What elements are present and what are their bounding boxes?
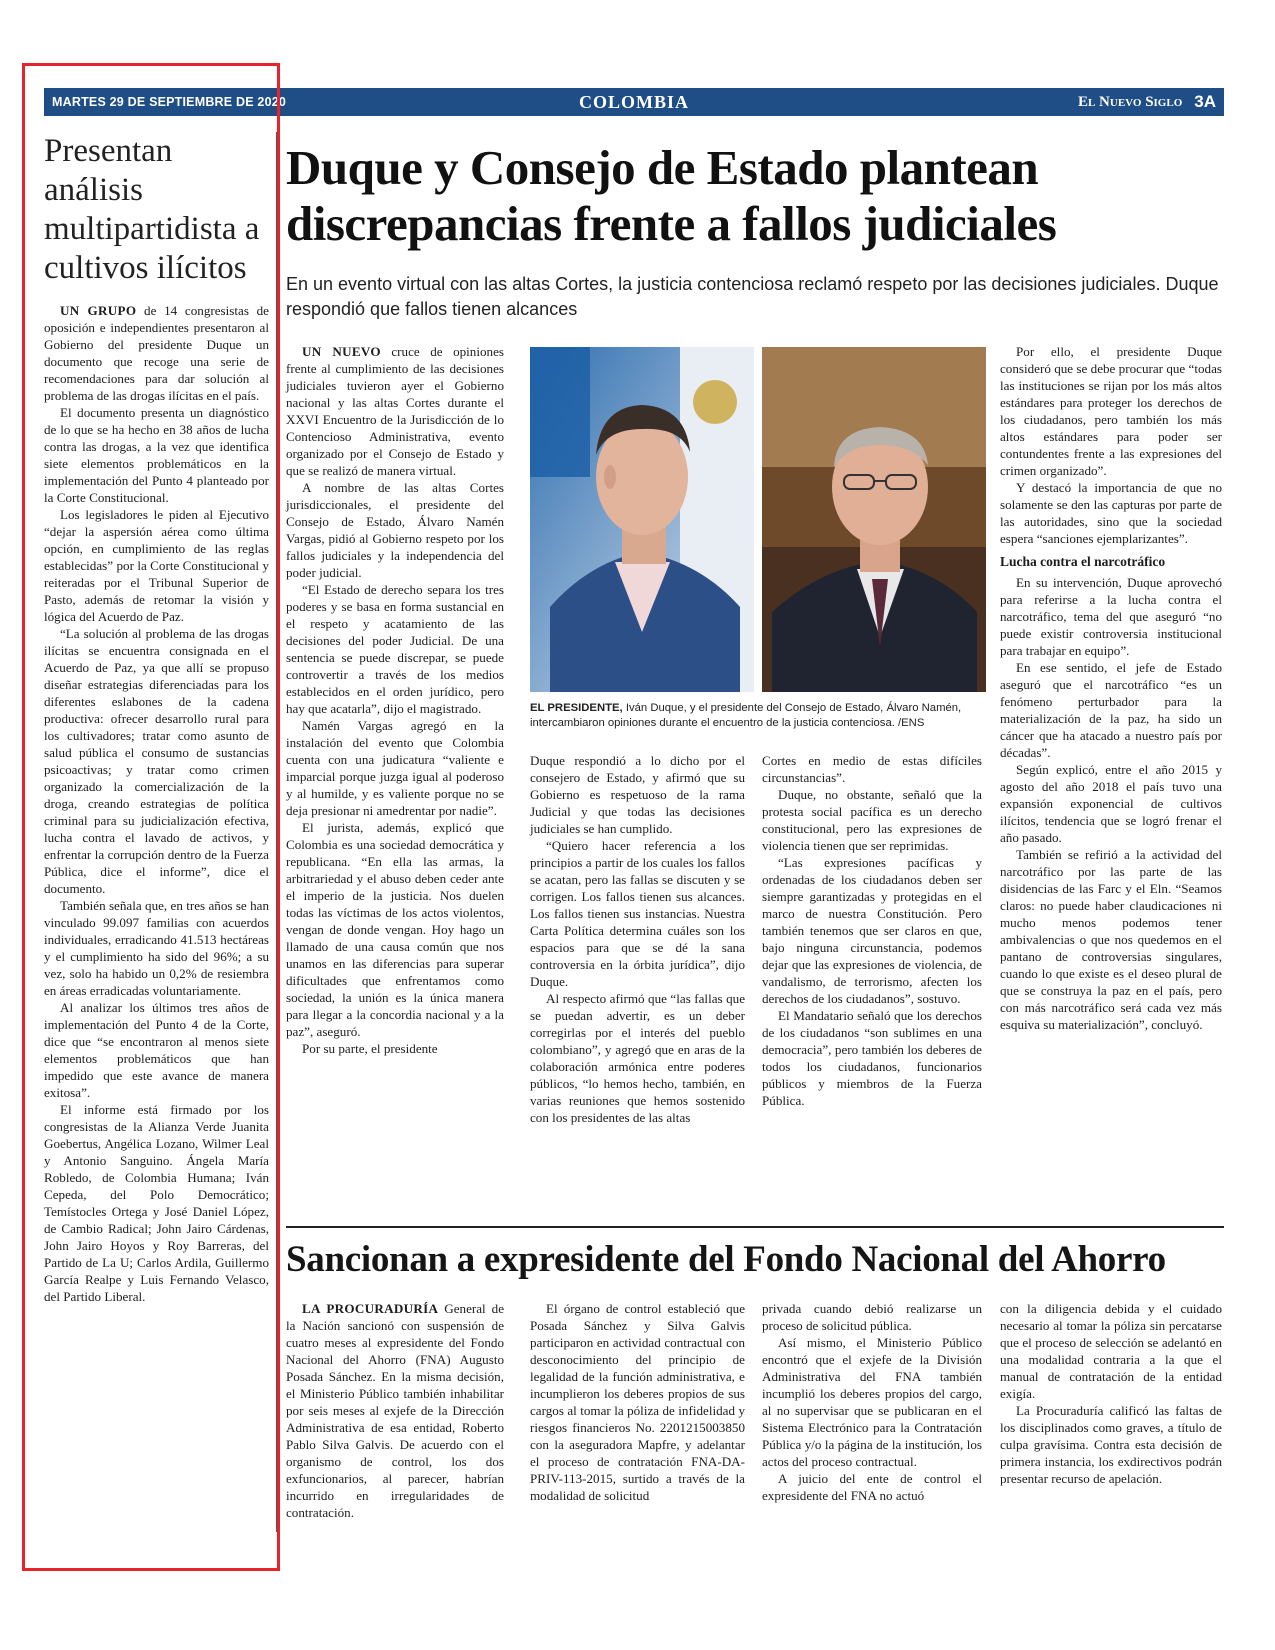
paragraph: “Quiero hacer referencia a los principios a partir de los cuales los fallos se acatan, pero las fallas se discuten y se corrigen. Los fallos tienen sus alcances. Los fallos tienen sus instancias. Nuestra Carta Política determina cuáles son los espacios para que se dé la sana controversia en la órbita jurídica”, dijo Duque.	[530, 838, 745, 989]
sidebar-paragraph: También señala que, en tres años se han vinculado 99.097 familias con acuerdos individuales, erradicando 41.513 hectáreas y el cumplimiento ha sido del 96%; a su vez, solo ha habido un 0,2% de resiembra en áreas erradicadas voluntariamente.	[44, 898, 269, 998]
caption-text: Iván Duque, y el presidente del Consejo de Estado, Álvaro Namén, intercambiaron opiniones durante el encuentro de la justicia contenciosa. /ENS	[530, 702, 962, 729]
paragraph: Por su parte, el presidente	[302, 1041, 438, 1056]
main-column-1	[286, 343, 504, 1057]
photo-namen	[762, 347, 986, 692]
second-headline: Sancionan a expresidente del Fondo Nacional del Ahorro	[286, 1239, 1166, 1280]
sidebar-paragraph: El informe está firmado por los congresistas de la Alianza Verde Juanita Goebertus, Angélica Lozano, Wilmer Leal y Antonio Sanguino. Ángela María Robledo, de Colombia Humana; Iván Cepeda, del Polo Democrático; Temístocles Ortega y José Daniel López, de Cambio Radical; John Jairo Cárdenas, John Jairo Hoyos y Roy Barreras, del Partido de La U; Carlos Ardila, Guillermo García Realpe y Luis Fernando Velasco, del Partido Liberal.	[44, 1102, 269, 1304]
sidebar-paragraph: Al analizar los últimos tres años de implementación del Punto 4 de la Corte, dice que “se encontraron al menos siete elementos problemáticos que han impedido que este avance de manera exitosa”.	[44, 1000, 269, 1100]
photo-duque	[530, 347, 754, 692]
sidebar-body	[44, 302, 269, 1305]
paragraph: con la diligencia debida y el cuidado necesario al tomar la póliza sin percatarse que el proceso de selección se adelantó en una modalidad contraria a la que el manual de contratación de la entidad exigía.	[1000, 1301, 1222, 1401]
main-column-2	[530, 752, 745, 1126]
sidebar-title: Presentan análisis multipartidista a cultivos ilícitos	[44, 133, 260, 286]
sidebar-paragraph: Los legisladores le piden al Ejecutivo “dejar la aspersión aérea como última opción, en cumplimiento de las reglas establecidas” por la Corte Constitucional y reiteradas por el Tribunal Superior de Pasto, además de retomar la visión y lógica del Acuerdo de Paz.	[44, 507, 269, 624]
paragraph: Namén Vargas agregó en la instalación del evento que Colombia cuenta con una judicatura “valiente e imparcial porque juzga igual al poderoso y al humilde, y es valiente porque no se deja presionar ni amedrentar por nadie”.	[286, 718, 504, 818]
paragraph: cruce de opiniones frente al cumplimiento de las decisiones judiciales tuvieron ayer el Gobierno nacional y las altas Cortes durante el XXVI Encuentro de la Jurisdicción de lo Contencioso Administrativa, evento organizado por el Consejo de Estado y que se realizó de manera virtual.	[286, 344, 504, 478]
column-divider	[276, 132, 277, 1532]
main-column-4	[1000, 343, 1222, 1033]
second-column-1	[286, 1300, 504, 1521]
paragraph: A nombre de las altas Cortes jurisdiccionales, el presidente del Consejo de Estado, Álvaro Namén Vargas, pidió al Gobierno respeto por los fallos judiciales y la independencia del poder judicial.	[286, 480, 504, 580]
main-column-3	[762, 752, 982, 1109]
main-headline: Duque y Consejo de Estado plantean discrepancias frente a fallos judiciales	[286, 140, 1057, 251]
page-number: 3A	[1194, 92, 1216, 111]
second-column-2	[530, 1300, 745, 1504]
second-lead: LA PROCURADURÍA	[302, 1301, 439, 1316]
paragraph: privada cuando debió realizarse un proceso de solicitud pública.	[762, 1301, 982, 1333]
second-column-4	[1000, 1300, 1222, 1487]
paragraph: Así mismo, el Ministerio Público encontró que el exjefe de la División Administrativa del FNA también incumplió los deberes propios del cargo, al no supervisar que se publicaran en el Sistema Electrónico para la Contratación Pública y/o la página de la institución, los actos del proceso contractual.	[762, 1335, 982, 1469]
masthead-right	[1078, 92, 1216, 112]
paragraph: El jurista, además, explicó que Colombia es una sociedad democrática y republicana. “En ella las armas, la arbitrariedad y el abuso deben ceder ante el imperio de la justicia. Nos duelen todas las víctimas de los actos violentos, vengan de donde vengan. Hoy hago un llamado de una causa común que nos unamos en las diferencias para superar dificultades que enfrentamos como sociedad, la unión es la única manera para llegar a la concordia nacional y a la paz”, aseguró.	[286, 820, 504, 1039]
paragraph: General de la Nación sancionó con suspensión de cuatro meses al expresidente del Fondo Nacional del Ahorro (FNA) Augusto Posada Sánchez. En la misma decisión, el Ministerio Público también inhabilitar por seis meses al exjefe de la Dirección Administrativa de esa entidad, Roberto Pablo Silva Galvis. De acuerdo con el organismo de control, los dos exfuncionarios, al parecer, habrían incurrido en irregularidades de contratación.	[286, 1301, 505, 1520]
paragraph: Duque, no obstante, señaló que la protesta social pacífica es un derecho constitucional, pero las expresiones de violencia tienen que ser reprimidas.	[762, 787, 982, 853]
photo-caption	[530, 701, 985, 731]
paragraph: Por ello, el presidente Duque consideró que se debe procurar que “todas las instituciones se rijan por los más altos estándares para proteger los derechos de los ciudadanos, pero también los más altos estándares para poder ser contundentes frente a las expresiones del crimen organizado”.	[1000, 344, 1222, 478]
main-subheadline: En un evento virtual con las altas Cortes, la justicia contenciosa reclamó respeto por las decisiones judiciales. Duque respondió que fallos tienen alcances	[286, 274, 1219, 319]
sidebar-paragraph: de 14 congresistas de oposición e independientes presentaron al Gobierno del presidente Duque un documento que recoge una serie de recomendaciones para dar solución al problema de las drogas ilícitas en el país.	[44, 303, 269, 403]
paragraph: Duque respondió a lo dicho por el consejero de Estado, y afirmó que su Gobierno es respetuoso de la rama Judicial y que todas las decisiones judiciales se han cumplido.	[530, 753, 745, 836]
paragraph: Y destacó la importancia de que no solamente se den las capturas por parte de las autoridades, sino que la sociedad espera “sanciones ejemplarizantes”.	[1000, 480, 1222, 546]
sidebar-paragraph: “La solución al problema de las drogas ilícitas se encuentra consignada en el Acuerdo de Paz, ya que allí se propuso diseñar estrategias diferenciadas para los diferentes eslabones de la cadena productiva: ofrecer desarrollo rural para los cultivadores; tratar como asunto de salud pública el consumo de sustancias psicoactivas; y tratar como crimen organizado la comercialización de la droga, creando estrategias de política criminal para su judicialización efectiva, lucha contra el lavado de activos, y enfrentar la corrupción dentro de la Fuerza Pública, dice el informe”, dice el documento.	[44, 626, 269, 896]
caption-lead: EL PRESIDENTE,	[530, 702, 623, 714]
section-divider	[286, 1226, 1224, 1228]
paragraph: “Las expresiones pacíficas y ordenadas de los ciudadanos deben ser siempre garantizadas y protegidas en el marco de nuestra Constitución. Pero también tenemos que ser claros en que, bajo ninguna circunstancia, podemos dejar que las expresiones de violencia, de vandalismo, de terrorismo, afecten los derechos de los ciudadanos”, sostuvo.	[762, 855, 982, 1006]
paragraph: El Mandatario señaló que los derechos de los ciudadanos “son sublimes en una democracia”, pero también los deberes de todos los ciudadanos, funcionarios públicos y miembros de la Fuerza Pública.	[762, 1008, 982, 1108]
newspaper-name: El Nuevo Siglo	[1077, 93, 1183, 110]
subhead: Lucha contra el narcotráfico	[1000, 554, 1166, 569]
sidebar-lead: UN GRUPO	[60, 303, 137, 318]
paragraph: Según explicó, entre el año 2015 y agosto del año 2018 el país tuvo una expansión exponencial de cultivos ilícitos, tendencia que se logró frenar el año pasado.	[1000, 762, 1222, 845]
paragraph: Cortes en medio de estas difíciles circunstancias”.	[762, 753, 982, 785]
paragraph: También se refirió a la actividad del narcotráfico por las parte de las disidencias de las Farc y el Eln. “Seamos claros: no puede haber claudicaciones ni mucho menos podemos tener ambivalencias o que nos quedemos en el pantano de controversias singulares, cuando lo que existe es el deseo plural de que se construya la paz en el país, pero con más narcotráfico será cada vez más esquiva su materialización”, concluyó.	[1000, 847, 1222, 1032]
section-name: COLOMBIA	[578, 91, 689, 112]
paragraph: Al respecto afirmó que “las fallas que se puedan advertir, es un deber corregirlas por el interés del pueblo colombiano”, y agregó que en aras de la colaboración armónica entre poderes públicos, “lo hemos hecho, también, en varias reuniones que hemos sostenido con los presidentes de las altas	[530, 991, 745, 1125]
paragraph: “El Estado de derecho separa los tres poderes y se basa en forma sustancial en el respeto y acatamiento de las decisiones del poder Judicial. De una sentencia se puede discrepar, se puede controvertir a través de los medios establecidos en el orden jurídico, pero hay que acatarla”, dijo el magistrado.	[286, 582, 504, 716]
paragraph: En ese sentido, el jefe de Estado aseguró que el narcotráfico “es un fenómeno perturbador para la materialización de la paz, ha sido un cáncer que ha atacado a nuestro país por décadas”.	[1000, 660, 1222, 760]
paragraph: La Procuraduría calificó las faltas de los disciplinados como graves, a título de culpa gravísima. Contra esta decisión de primera instancia, los exdirectivos podrán presentar recurso de apelación.	[1000, 1403, 1222, 1486]
sidebar-paragraph: El documento presenta un diagnóstico de lo que se ha hecho en 38 años de lucha contra las drogas, a la vez que identifica siete elementos problemáticos en la implementación del Punto 4 planteado por la Corte Constitucional.	[44, 405, 269, 505]
paragraph: El órgano de control estableció que Posada Sánchez y Silva Galvis participaron en actividad contractual con desconocimiento del principio de legalidad de la función administrativa, e incumplieron los deberes propios de sus cargos al tomar la póliza de infidelidad y riesgos financieros No. 2201215003850 con la aseguradora Mapfre, y adelantar el proceso de contratación FNA-DA-PRIV-113-2015, surtido a través de la modalidad de solicitud	[530, 1301, 745, 1503]
paragraph: A juicio del ente de control el expresidente del FNA no actuó	[762, 1471, 982, 1503]
paragraph: En su intervención, Duque aprovechó para referirse a la lucha contra el narcotráfico, tema del que aseguró “no puede existir controversia institucional para trabajar en equipo”.	[1000, 575, 1222, 658]
second-column-3	[762, 1300, 982, 1504]
sidebar-article	[44, 132, 269, 1305]
main-lead: UN NUEVO	[302, 344, 381, 359]
issue-date: MARTES 29 DE SEPTIEMBRE DE 2020	[52, 95, 287, 109]
